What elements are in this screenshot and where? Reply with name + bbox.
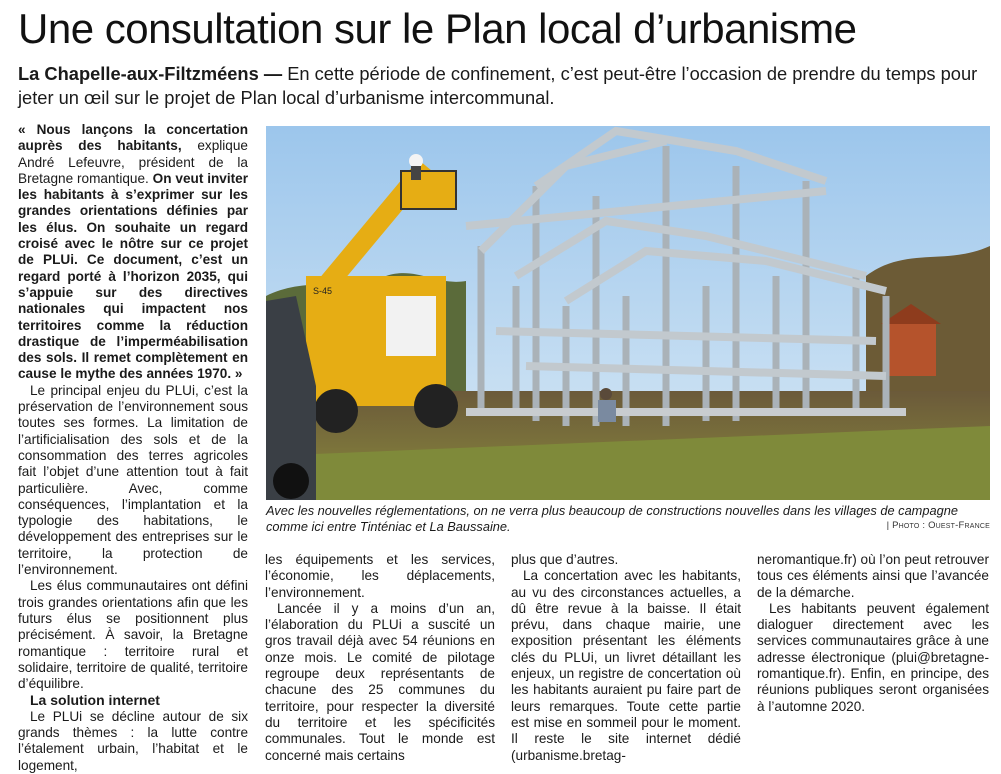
quote-part-2: On veut inviter les habitants à s’exprimer sur les grandes orientations définies par les élus. On souhaite un regard croisé avec le nôtre sur ce projet de PLUi. Ce document, c’est un regard porté à l’horizon 2035, qui s’appuie sur des directives nationales qui impactent nos territoires comme la réduction drastique de l’imperméabilisation des sols. Il remet complètement en cause le mythe des années 1970. » [18, 170, 248, 382]
paragraph: neromantique.fr) où l’on peut retrouver tous ces éléments ainsi que l’avancée de la démarche. [757, 552, 989, 600]
paragraph: La concertation avec les habitants, au vu des circonstances actuelles, a dû être revue à la baisse. Il était prévu, dans chaque mairie, une exposition présentant les éléments clés du PLUi, un livret détaillant les enjeux, un registre de concertation où les habitants auraient pu faire part de leurs remarques. Toute cette partie est mise en sommeil pour le moment. Il reste le site internet dédié (urbanisme.bretag- [511, 568, 741, 763]
lede-text: En cette période de confinement, c’est peut-être l’occasion de prendre du temps pour jeter un œil sur le projet de Plan local d’urbanisme intercommunal. [18, 63, 978, 108]
column-1 [18, 122, 248, 774]
paragraph: Lancée il y a moins d’un an, l’élaboration du PLUi a suscité un gros travail déjà avec 54 réunions en onze mois. Le comité de pilotage regroupe deux représentants de chacune des 25 communes du territoire, pour respecter la diversité du territoire et les spécificités communales. Tout le monde est concerné mais certains [265, 600, 495, 763]
headline: Une consultation sur le Plan local d’urbanisme [18, 5, 857, 52]
photo-credit: | Photo : Ouest-France [886, 520, 990, 531]
quote-part-1: « Nous lançons la concertation auprès des habitants, [18, 122, 248, 154]
column-4 [757, 552, 989, 715]
lift-label: S-45 [313, 286, 333, 296]
construction-site-image [266, 126, 990, 500]
paragraph: Les habitants peuvent également dialoguer directement avec les services communautaires grâce à une adresse électronique (plui@bretagne-romantique.fr). Enfin, en principe, des réunions publiques seront organisées à l’automne 2020. [757, 600, 989, 714]
paragraph: Le PLUi se décline autour de six grands thèmes : la lutte contre l’étalement urbain, l’habitat et le logement, [18, 708, 248, 773]
paragraph-quote [18, 122, 248, 383]
paragraph: plus que d’autres. [511, 552, 619, 567]
subheading: La solution internet [30, 692, 160, 709]
paragraph: Le principal enjeu du PLUi, c’est la préservation de l’environnement sous toutes ses formes. La limitation de l’artificialisation des sols et de la consommation des terres agricoles fait l’objet d’une attention tout à fait particulière. Avec, comme conséquences, l’implantation et la typologie des habitations, le développement des entreprises sur le territoire, la protection de l’environnement. [18, 382, 248, 578]
quote-attribution: explique André Lefeuvre, président de la Bretagne romantique. [18, 138, 248, 186]
column-2 [265, 552, 495, 764]
column-3 [511, 552, 741, 764]
paragraph: Les élus communautaires ont défini trois grandes orientations afin que les futurs élus se positionnent plus précisément. À savoir, la Bretagne romantique : territoire rural et solidaire, territoire de qualité, territoire d’équilibre. [18, 578, 248, 692]
photo-caption: Avec les nouvelles réglementations, on ne verra plus beaucoup de constructions nouvelles dans les villages de campagne comme ici entre Tinténiac et La Baussaine. [266, 503, 958, 534]
lede [18, 62, 988, 110]
dateline: La Chapelle-aux-Filtzméens — [18, 63, 283, 84]
paragraph: les équipements et les services, l’économie, les déplacements, l’environnement. [265, 552, 495, 600]
article-photo [266, 126, 990, 500]
